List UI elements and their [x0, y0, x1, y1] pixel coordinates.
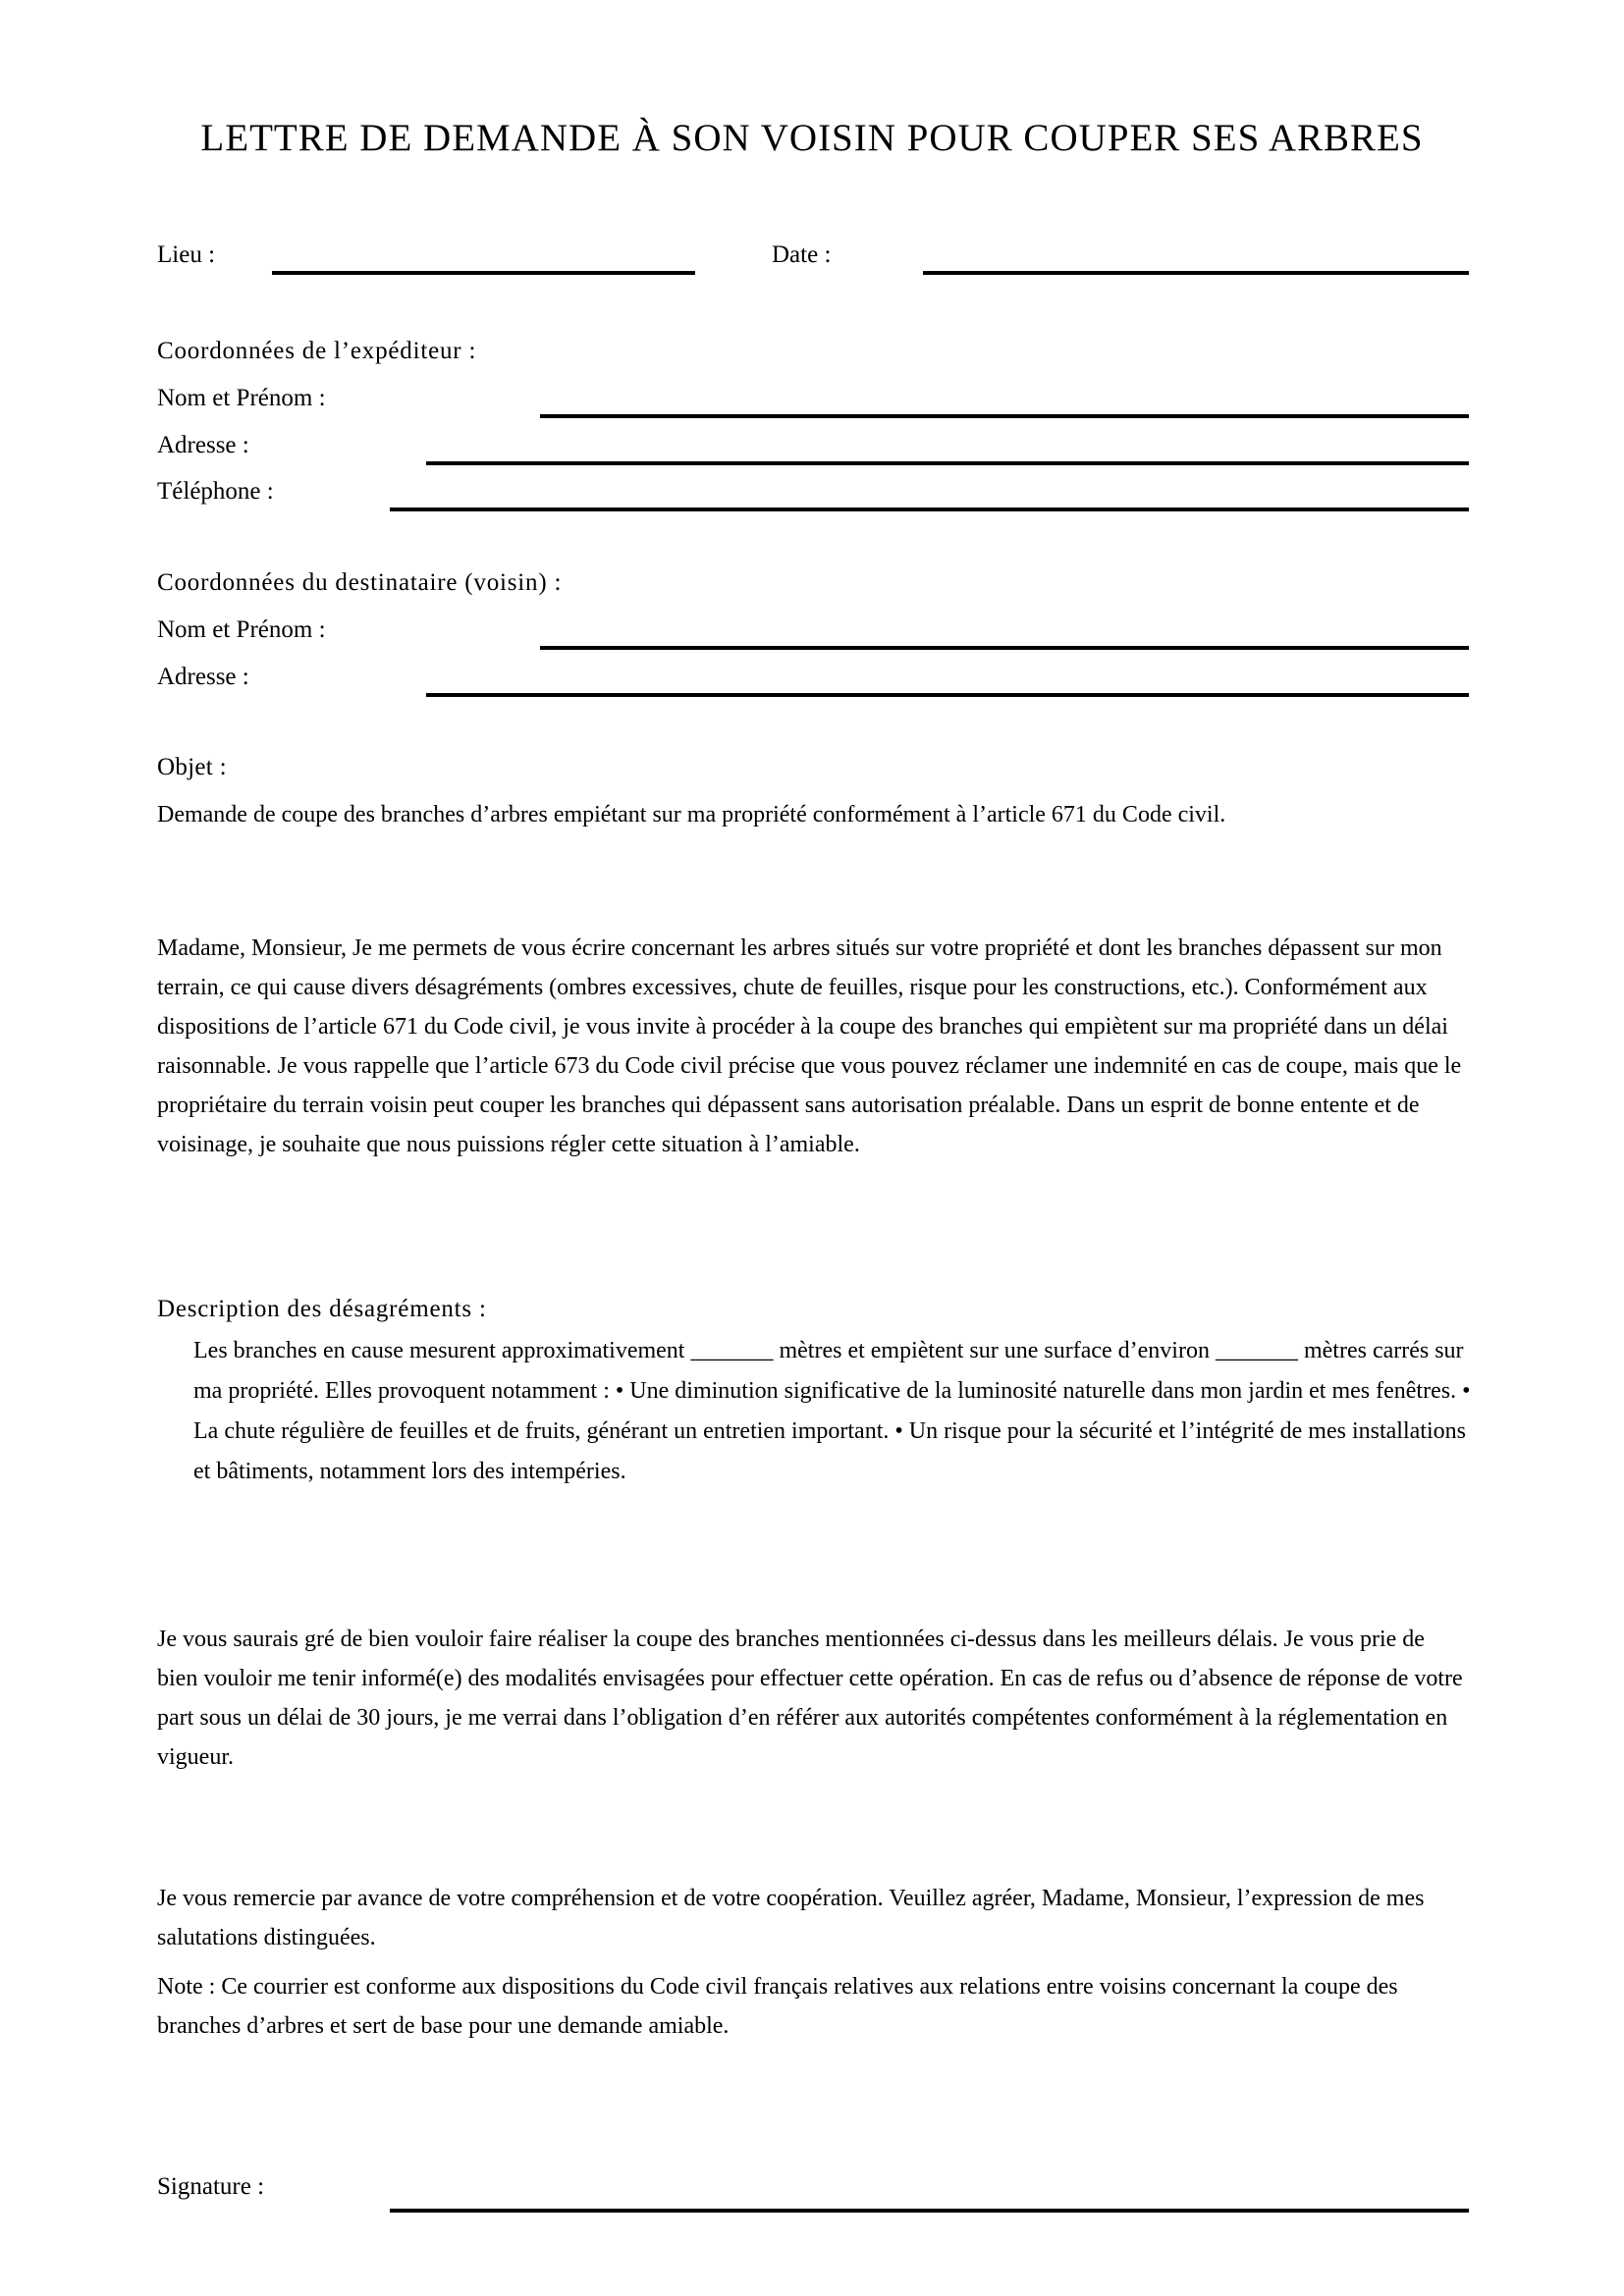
- closing-paragraph: Je vous remercie par avance de votre compréhension et de votre coopération. Veuillez agréer, Madame, Monsieur, l’expression de mes salutations distinguées.: [157, 1886, 1425, 1950]
- recipient-name-label: Nom et Prénom :: [157, 616, 326, 643]
- signature-label: Signature :: [157, 2173, 265, 2200]
- lieu-label: Lieu :: [157, 241, 216, 268]
- recipient-name-row: [157, 616, 1467, 660]
- signature-fill-line: [390, 2209, 1469, 2213]
- date-label: Date :: [772, 241, 832, 268]
- sender-phone-row: [157, 478, 1467, 521]
- recipient-address-fill-line: [426, 693, 1469, 697]
- objet-text: Demande de coupe des branches d’arbres empiétant sur ma propriété conformément à l’article 671 du Code civil.: [157, 802, 1226, 828]
- signature-row: [157, 2173, 1467, 2216]
- sender-phone-fill-line: [390, 507, 1469, 511]
- sender-section-heading: Coordonnées de l’expéditeur :: [157, 338, 477, 364]
- sender-address-row: [157, 432, 1467, 475]
- recipient-section-heading: Coordonnées du destinataire (voisin) :: [157, 569, 563, 596]
- request-paragraph: Je vous saurais gré de bien vouloir faire réaliser la coupe des branches mentionnées ci-dessus dans les meilleurs délais. Je vous prie de bien vouloir me tenir informé(e) des modalités envisagées pour effectuer cette opération. En cas de refus ou d’absence de réponse de votre part sous un délai de 30 jours, je me verrai dans l’obligation d’en référer aux autorités compétentes conformément à la réglementation en vigueur.: [157, 1627, 1463, 1770]
- date-fill-line: [923, 271, 1469, 275]
- sender-name-fill-line: [540, 414, 1469, 418]
- description-text: Les branches en cause mesurent approximativement _______ mètres et empiètent sur une surface d’environ _______ mètres carrés sur ma propriété. Elles provoquent notamment : • Une diminution significative de la luminosité naturelle dans mon jardin et mes fenêtres. • La chute régulière de feuilles et de fruits, générant un entretien important. • Un risque pour la sécurité et l’intégrité de mes installations et bâtiments, notamment lors des intempéries.: [193, 1338, 1471, 1484]
- lieu-fill-line: [272, 271, 695, 275]
- recipient-address-row: [157, 664, 1467, 707]
- objet-heading: Objet :: [157, 754, 227, 780]
- letter-title: LETTRE DE DEMANDE À SON VOISIN POUR COUPER SES ARBRES: [200, 117, 1424, 159]
- sender-address-fill-line: [426, 461, 1469, 465]
- sender-address-label: Adresse :: [157, 432, 249, 458]
- recipient-name-fill-line: [540, 646, 1469, 650]
- sender-name-label: Nom et Prénom :: [157, 385, 326, 411]
- note-paragraph: Note : Ce courrier est conforme aux dispositions du Code civil français relatives aux relations entre voisins concernant la coupe des branches d’arbres et sert de base pour une demande amiable.: [157, 1974, 1398, 2039]
- description-heading: Description des désagréments :: [157, 1296, 487, 1322]
- intro-paragraph: Madame, Monsieur, Je me permets de vous écrire concernant les arbres situés sur votre propriété et dont les branches dépassent sur mon terrain, ce qui cause divers désagréments (ombres excessives, chute de feuilles, risque pour les constructions, etc.). Conformément aux dispositions de l’article 671 du Code civil, je vous invite à procéder à la coupe des branches qui empiètent sur ma propriété dans un délai raisonnable. Je vous rappelle que l’article 673 du Code civil précise que vous pouvez réclamer une indemnité en cas de coupe, mais que le propriétaire du terrain voisin peut couper les branches qui dépassent sans autorisation préalable. Dans un esprit de bonne entente et de voisinage, je souhaite que nous puissions régler cette situation à l’amiable.: [157, 935, 1462, 1157]
- sender-name-row: [157, 385, 1467, 428]
- recipient-address-label: Adresse :: [157, 664, 249, 690]
- meta-row: [157, 241, 1467, 285]
- sender-phone-label: Téléphone :: [157, 478, 274, 505]
